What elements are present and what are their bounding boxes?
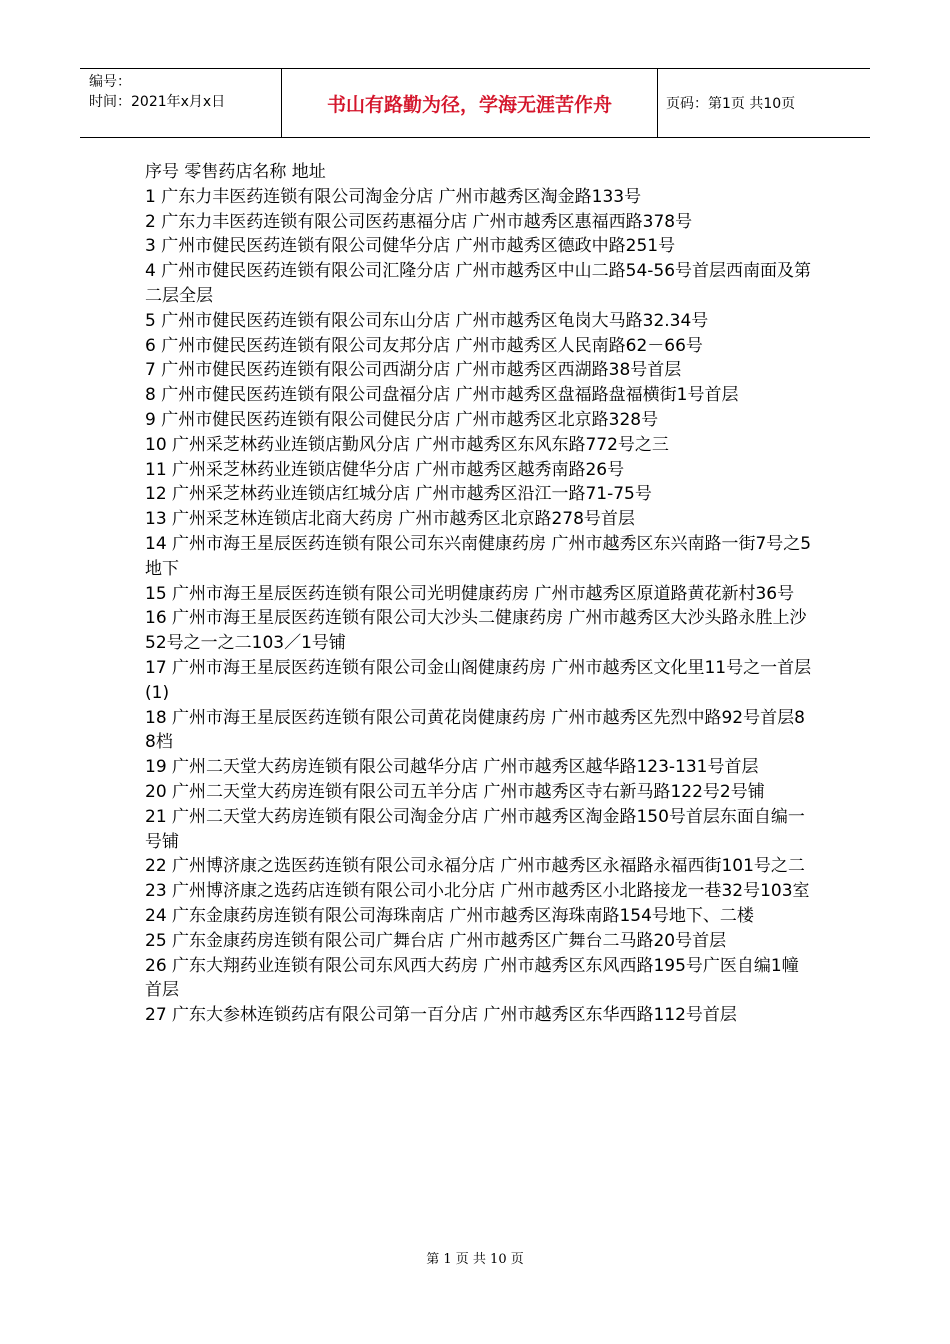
document-time-label: 时间：2021年x月x日 <box>89 94 226 110</box>
list-item: 2 广东力丰医药连锁有限公司医药惠福分店 广州市越秀区惠福西路378号 <box>145 211 693 232</box>
list-item: 19 广州二天堂大药房连锁有限公司越华分店 广州市越秀区越华路123-131号首层 <box>145 757 759 778</box>
list-item: 23 广州博济康之选药店连锁有限公司小北分店 广州市越秀区小北路接龙一巷32号103室 <box>145 881 810 902</box>
list-item: 20 广州二天堂大药房连锁有限公司五羊分店 广州市越秀区寺右新马路122号2号铺 <box>145 781 765 802</box>
header-slogan: 书山有路勤为径，学海无涯苦作舟 <box>282 69 658 137</box>
header-meta <box>80 69 282 137</box>
list-item: 14 广州市海王星辰医药连锁有限公司东兴南健康药房 广州市越秀区东兴南路一街7号之5地下 <box>145 533 812 579</box>
list-item: 22 广州博济康之选医药连锁有限公司永福分店 广州市越秀区永福路永福西街101号之二 <box>145 856 805 877</box>
list-item: 26 广东大翔药业连锁有限公司东风西大药房 广州市越秀区东风西路195号广医自编1幢首层 <box>145 955 799 1001</box>
list-item: 21 广州二天堂大药房连锁有限公司淘金分店 广州市越秀区淘金路150号首层东面自编一号铺 <box>145 806 805 852</box>
list-item: 6 广州市健民医药连锁有限公司友邦分店 广州市越秀区人民南路62－66号 <box>145 335 703 356</box>
list-item: 18 广州市海王星辰医药连锁有限公司黄花岗健康药房 广州市越秀区先烈中路92号首层88档 <box>145 707 805 753</box>
list-item: 12 广州采芝林药业连锁店红城分店 广州市越秀区沿江一路71-75号 <box>145 484 652 505</box>
list-item: 1 广东力丰医药连锁有限公司淘金分店 广州市越秀区淘金路133号 <box>145 186 642 207</box>
page-header <box>80 68 870 138</box>
list-item: 16 广州市海王星辰医药连锁有限公司大沙头二健康药房 广州市越秀区大沙头路永胜上沙52号之一之二103／1号铺 <box>145 608 807 654</box>
list-item: 25 广东金康药房连锁有限公司广舞台店 广州市越秀区广舞台二马路20号首层 <box>145 930 727 951</box>
list-header-row: 序号 零售药店名称 地址 <box>145 162 326 182</box>
list-item: 24 广东金康药房连锁有限公司海珠南店 广州市越秀区海珠南路154号地下、二楼 <box>145 905 754 926</box>
list-item: 11 广州采芝林药业连锁店健华分店 广州市越秀区越秀南路26号 <box>145 459 625 480</box>
list-item: 13 广州采芝林连锁店北商大药房 广州市越秀区北京路278号首层 <box>145 509 635 530</box>
pharmacy-list <box>145 160 815 1028</box>
list-item: 9 广州市健民医药连锁有限公司健民分店 广州市越秀区北京路328号 <box>145 409 659 430</box>
list-item: 5 广州市健民医药连锁有限公司东山分店 广州市越秀区龟岗大马路32.34号 <box>145 310 709 331</box>
list-item: 27 广东大参林连锁药店有限公司第一百分店 广州市越秀区东华西路112号首层 <box>145 1005 737 1026</box>
list-item: 10 广州采芝林药业连锁店勤风分店 广州市越秀区东风东路772号之三 <box>145 434 669 455</box>
list-item: 4 广州市健民医药连锁有限公司汇隆分店 广州市越秀区中山二路54-56号首层西南面及第二层全层 <box>145 261 812 306</box>
list-item: 8 广州市健民医药连锁有限公司盘福分店 广州市越秀区盘福路盘福横街1号首层 <box>145 385 739 406</box>
list-item: 17 广州市海王星辰医药连锁有限公司金山阁健康药房 广州市越秀区文化里11号之一首层(1) <box>145 657 812 703</box>
document-number-label: 编号： <box>89 74 131 90</box>
list-item: 3 广州市健民医药连锁有限公司健华分店 广州市越秀区德政中路251号 <box>145 236 676 257</box>
list-item: 15 广州市海王星辰医药连锁有限公司光明健康药房 广州市越秀区原道路黄花新村36号 <box>145 583 795 604</box>
header-page-number: 页码：第1页 共10页 <box>666 96 796 112</box>
page-footer: 第 1 页 共 10 页 <box>426 1252 524 1267</box>
list-item: 7 广州市健民医药连锁有限公司西湖分店 广州市越秀区西湖路38号首层 <box>145 360 682 381</box>
